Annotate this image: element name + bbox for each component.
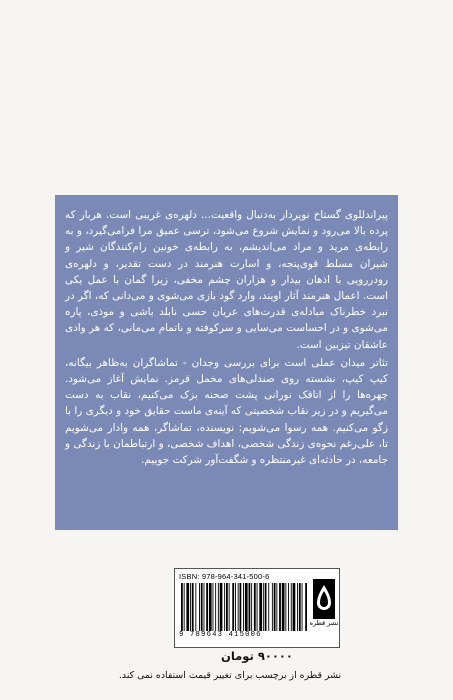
barcode-box xyxy=(174,568,340,648)
price-label: ۹۰۰۰۰ تومان xyxy=(221,649,293,663)
droplet-logo-icon xyxy=(313,579,335,619)
isbn-label: ISBN: 978-964-341-500-6 xyxy=(179,572,270,581)
blurb-text xyxy=(65,207,388,468)
blurb-paragraph-1: پیراندللوی گستاخ نوپرداز به‌دنبال واقعیت... دلهره‌ی غریبی است. هربار که پرده بالا می‌رود و نمایش شروع می‌شود، ترسی عمیق مرا فرامی‌گیرد، و به رابطه‌ی مرید و مراد می‌اندیشم، به رابطه‌ی خونین رام‌کنندگان شیر و شیران مسلط قوی‌پنجه، و اسارت هنرمند در دست تقدیر، و دلهره‌ی رودررویی با اذهان بیدار و هزاران چشم مخفی، زیرا گمان با عمل یکی است. اعمال هنرمند آثار اویند، وارد گود بازی می‌شوی و می‌دانی که، اگر در نبرد خطرناک مبادله‌ی قدرت‌های عریان حسی نابلد باشی و موذی، پاره می‌شوی و در احساست می‌سایی و سرکوفته و ناتمام می‌مانی، که هر وادی عاشقان تیزبین است. xyxy=(65,209,388,351)
publisher-logo xyxy=(309,579,339,635)
barcode xyxy=(179,583,309,631)
back-cover-panel xyxy=(55,195,398,530)
barcode-number: 9 789643 415006 xyxy=(179,631,262,639)
publisher-label: نشر قطره xyxy=(309,619,339,627)
price-notice: نشر قطره از برچسب برای تغییر قیمت استفاده نمی کند. xyxy=(118,670,342,681)
blurb-paragraph-2: تئاتر میدان عملی است برای بررسی وجدان - تماشاگران به‌ظاهر بیگانه، کیپ کیپ، نشسته روی صندلی‌های مخمل قرمز. نمایش آغاز می‌شود. چهره‌ها را از اتاقک نورانی پشت صحنه بزک می‌کنیم، نقاب به دست می‌گیریم و در زیر نقاب شخصیتی که آینه‌ی ماست حقایق خود و دیگری را با زگو می‌کنیم. همه رسوا می‌شویم: نویسنده، تماشاگر، همه وادار می‌شویم تا، علی‌رغم نحوه‌ی زندگی شخصی، اهداف شخصی، و ارتباطمان با زندگی و جامعه، در حادثه‌ای غیرمنتظره و شگفت‌آور شرکت جوییم. xyxy=(65,356,388,467)
